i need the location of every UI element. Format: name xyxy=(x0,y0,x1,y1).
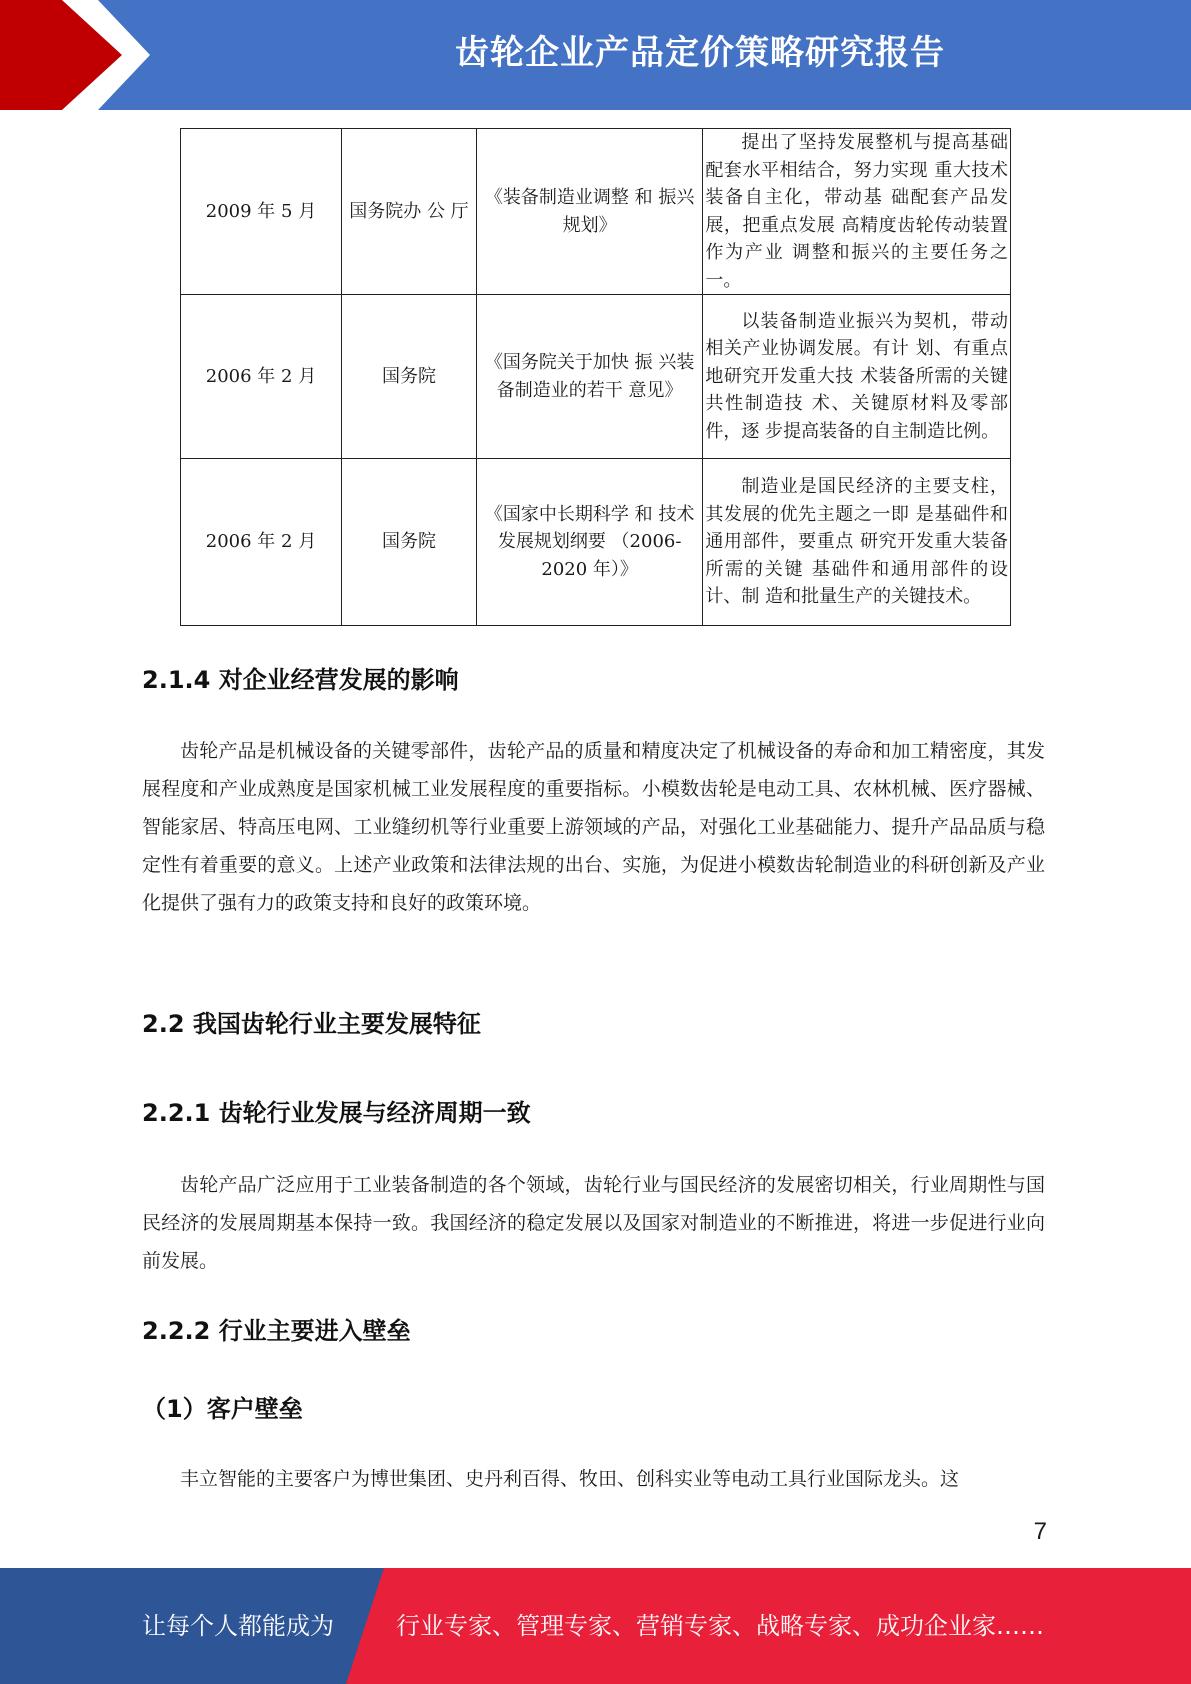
table-cell-content-text: 以装备制造业振兴为契机，带动相关产业协调发展。有计 划、有重点地研究开发重大技 术装备所需的关键共性制造技 术、关键原材料及零部件，逐 步提高装备的自主制造比例。 xyxy=(705,310,1008,442)
table-cell-content-text: 制造业是国民经济的主要支柱，其发展的优先主题之一即 是基础件和通用部件，要重点 研究开发重大装备所需的关键 基础件和通用部件的设计、制 造和批量生产的关键技术。 xyxy=(705,476,1008,608)
page-number: 7 xyxy=(1033,1518,1047,1545)
table-cell-content-text: 提出了坚持发展整机与提高基础配套水平相结合，努力实现 重大技术装备自主化，带动基 础配套产品发展，把重点发展 高精度齿轮传动装置作为产业 调整和振兴的主要任务之一。 xyxy=(705,132,1008,291)
page-footer xyxy=(0,1568,1191,1684)
table-cell-content xyxy=(703,129,1011,295)
table-cell-document: 《装备制造业调整 和 振兴规划》 xyxy=(476,129,702,295)
table-cell-document: 《国务院关于加快 振 兴装备制造业的若干 意见》 xyxy=(476,295,702,459)
table-cell-issuer: 国务院 xyxy=(341,295,476,459)
table-cell-date: 2006 年 2 月 xyxy=(181,295,342,459)
footer-slogan-left: 让每个人都能成为 xyxy=(142,1612,334,1640)
table-cell-content xyxy=(703,459,1011,626)
table-cell-document: 《国家中长期科学 和 技术发展规划纲要 （2006-2020 年）》 xyxy=(476,459,702,626)
table-cell-content xyxy=(703,295,1011,459)
section-heading-2-2-2: 2.2.2 行业主要进入壁垒 xyxy=(142,1317,411,1345)
table-cell-issuer: 国务院办 公 厅 xyxy=(341,129,476,295)
section-heading-2-2-1: 2.2.1 齿轮行业发展与经济周期一致 xyxy=(142,1099,531,1127)
page-header xyxy=(0,0,1191,110)
header-arrow-decoration xyxy=(0,0,160,110)
table-row xyxy=(181,295,1011,459)
subsection-heading-customer-barrier: （1）客户壁垒 xyxy=(142,1395,303,1423)
report-title: 齿轮企业产品定价策略研究报告 xyxy=(455,33,945,73)
table-cell-date: 2006 年 2 月 xyxy=(181,459,342,626)
section-heading-2-1-4: 2.1.4 对企业经营发展的影响 xyxy=(142,666,459,694)
table-cell-date: 2009 年 5 月 xyxy=(181,129,342,295)
table-row xyxy=(181,129,1011,295)
table-row xyxy=(181,459,1011,626)
section-paragraph-2-1-4: 齿轮产品是机械设备的关键零部件，齿轮产品的质量和精度决定了机械设备的寿命和加工精密度，其发展程度和产业成熟度是国家机械工业发展程度的重要指标。小模数齿轮是电动工具、农林机械、医疗器械、智能家居、特高压电网、工业缝纫机等行业重要上游领域的产品，对强化工业基础能力、提升产品品质与稳定性有着重要的意义。上述产业政策和法律法规的出台、实施，为促进小模数齿轮制造业的科研创新及产业化提供了强有力的政策支持和良好的政策环境。 xyxy=(142,740,1045,914)
policy-table xyxy=(180,128,1011,626)
section-paragraph-2-2-1: 齿轮产品广泛应用于工业装备制造的各个领域，齿轮行业与国民经济的发展密切相关，行业周期性与国民经济的发展周期基本保持一致。我国经济的稳定发展以及国家对制造业的不断推进，将进一步促进行业向前发展。 xyxy=(142,1174,1045,1272)
subsection-paragraph-customer-barrier: 丰立智能的主要客户为博世集团、史丹利百得、牧田、创科实业等电动工具行业国际龙头。这 xyxy=(180,1468,960,1490)
table-cell-issuer: 国务院 xyxy=(341,459,476,626)
footer-slogan-right: 行业专家、管理专家、营销专家、战略专家、成功企业家…… xyxy=(396,1612,1044,1640)
section-heading-2-2: 2.2 我国齿轮行业主要发展特征 xyxy=(142,1010,481,1038)
